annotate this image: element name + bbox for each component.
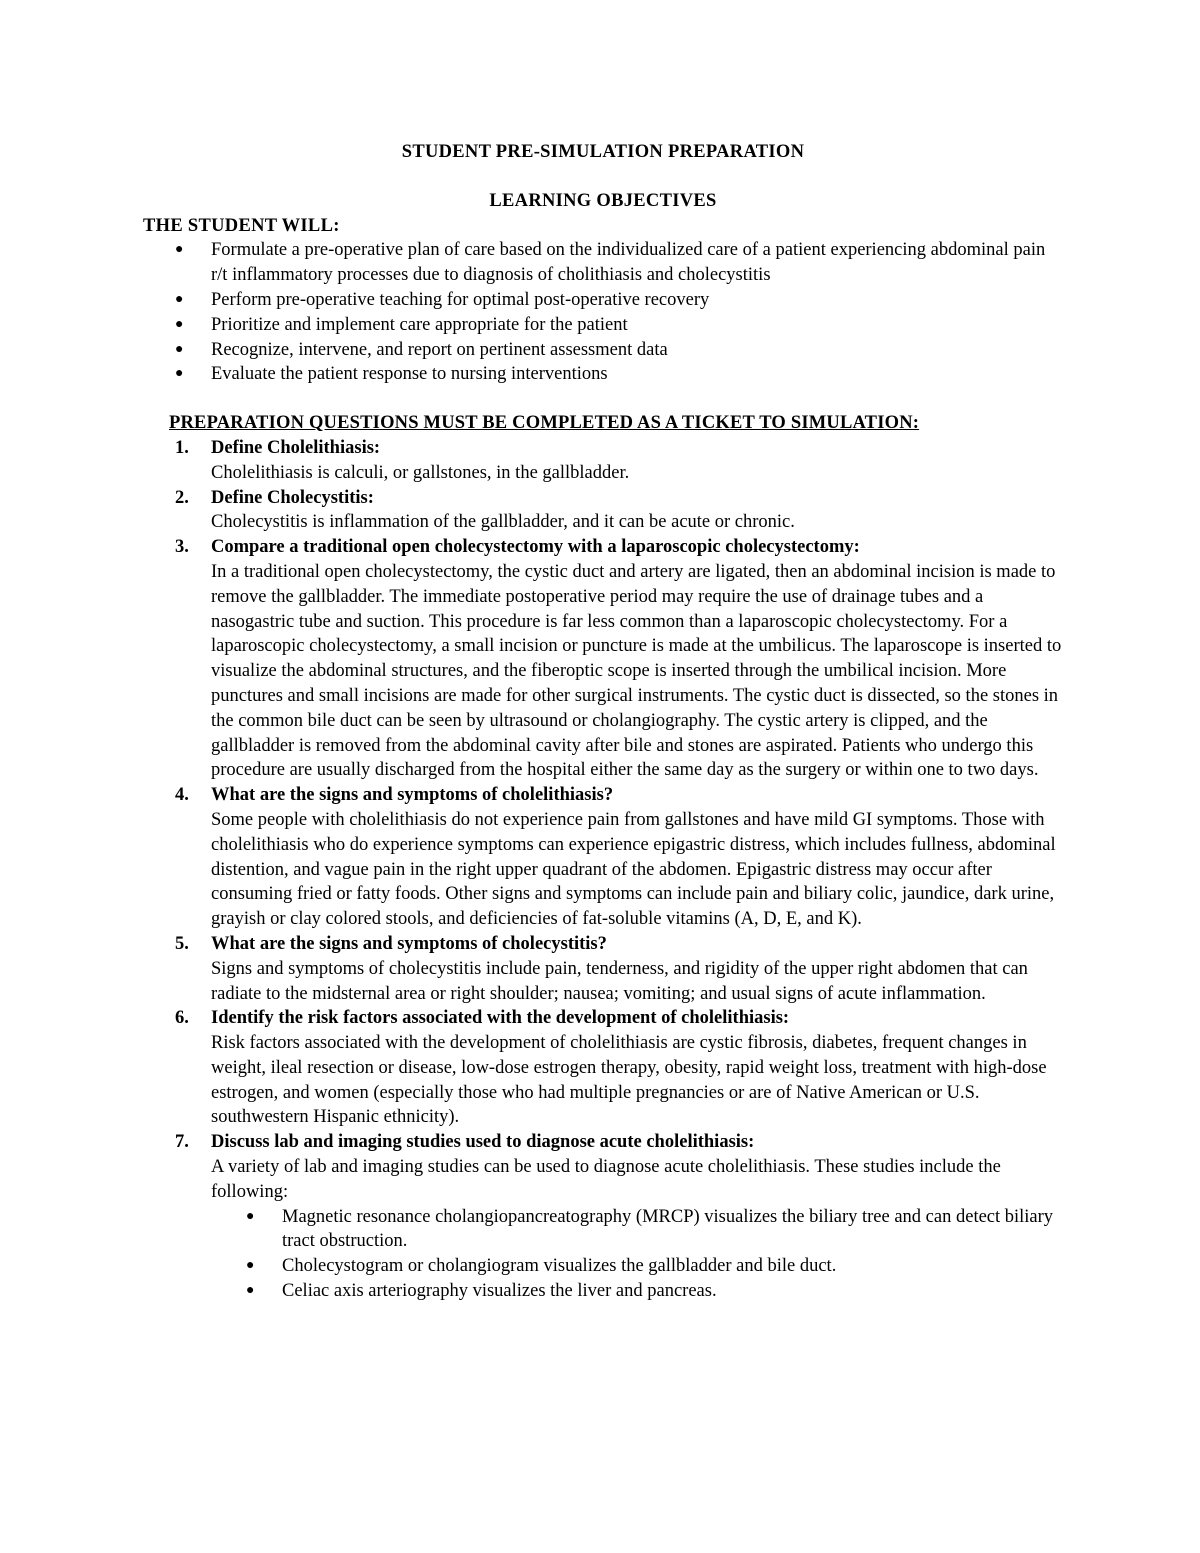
question-text: Identify the risk factors associated with the development of cholelithiasis: [211,1008,790,1029]
objective-item [175,238,1063,288]
student-will-heading: THE STUDENT WILL: [143,215,340,236]
objective-text: Perform pre-operative teaching for optimal post-operative recovery [211,289,710,310]
objectives-list [143,238,1063,387]
objective-item [175,362,1063,387]
question-item [175,1130,1063,1304]
answer-text: A variety of lab and imaging studies can be used to diagnose acute cholelithiasis. These studies include the following: [211,1157,1001,1202]
objective-text: Formulate a pre-operative plan of care based on the individualized care of a patient experiencing abdominal pain r/t inflammatory processes due to diagnosis of cholithiasis and cholecystitis [211,240,1046,286]
question-number: 6. [175,1008,189,1029]
question-text: Compare a traditional open cholecystectomy with a laparoscopic cholecystectomy: [211,537,860,558]
diagnostic-study-text: Magnetic resonance cholangiopancreatography (MRCP) visualizes the biliary tree and can detect biliary tract obstruction. [282,1206,1054,1252]
question-item [175,932,1063,1006]
bullet-icon: ● [246,1283,255,1299]
diagnostic-study-item [246,1205,1063,1255]
question-item [175,783,1063,932]
objective-text: Recognize, intervene, and report on pertinent assessment data [211,339,668,360]
answer-text: Some people with cholelithiasis do not experience pain from gallstones and have mild GI symptoms. Those with cholelithiasis who do experience symptoms can experience epigastric distress, which includes fullness, abdominal distention, and vague pain in the right upper quadrant of the abdomen. Epigastric distress may occur after consuming fried or fatty foods. Other signs and symptoms can include pain and biliary colic, jaundice, dark urine, grayish or clay colored stools, and deficiencies of fat-soluble vitamins (A, D, E, and K). [211,809,1056,930]
diagnostic-study-item [246,1254,1063,1279]
question-text: Define Cholecystitis: [211,487,374,508]
document-page [143,140,1063,1304]
bullet-icon: ● [175,242,184,258]
question-text: What are the signs and symptoms of cholelithiasis? [211,785,614,806]
question-number: 1. [175,437,189,458]
answer-text: Cholelithiasis is calculi, or gallstones, in the gallbladder. [211,462,630,483]
objective-item [175,338,1063,363]
bullet-icon: ● [175,341,184,357]
question-item [175,1006,1063,1130]
bullet-icon: ● [246,1208,255,1224]
question-number: 2. [175,487,189,508]
learning-objectives-heading: LEARNING OBJECTIVES [489,190,717,211]
question-text: What are the signs and symptoms of cholecystitis? [211,933,607,954]
objective-item [175,313,1063,338]
answer-text: In a traditional open cholecystectomy, the cystic duct and artery are ligated, then an abdominal incision is made to remove the gallbladder. The immediate postoperative period may require the use of drainage tubes and a nasogastric tube and suction. This procedure is far less common than a laparoscopic cholecystectomy. For a laparoscopic cholecystectomy, a small incision or puncture is made at the umbilicus. The laparoscope is inserted to visualize the abdominal structures, and the fiberoptic scope is inserted through the umbilical incision. More punctures and small incisions are made for other surgical instruments. The cystic duct is dissected, so the stones in the common bile duct can be seen by ultrasound or cholangiography. The cystic artery is clipped, and the gallbladder is removed from the abdominal cavity after bile and stones are aspirated. Patients who undergo this procedure are usually discharged from the hospital either the same day as the surgery or within one to two days. [211,561,1062,781]
diagnostic-studies-list [211,1205,1063,1304]
question-item [175,486,1063,536]
question-number: 4. [175,785,189,806]
question-number: 5. [175,933,189,954]
questions-list [143,436,1063,1304]
objective-text: Prioritize and implement care appropriate for the patient [211,314,628,335]
diagnostic-study-text: Cholecystogram or cholangiogram visualizes the gallbladder and bile duct. [282,1256,837,1277]
question-item [175,436,1063,486]
question-text: Discuss lab and imaging studies used to diagnose acute cholelithiasis: [211,1132,755,1153]
diagnostic-study-item [246,1279,1063,1304]
objective-text: Evaluate the patient response to nursing interventions [211,364,608,385]
preparation-questions-heading: PREPARATION QUESTIONS MUST BE COMPLETED AS A TICKET TO SIMULATION: [169,413,920,434]
question-number: 7. [175,1132,189,1153]
bullet-icon: ● [175,291,184,307]
answer-text: Risk factors associated with the development of cholelithiasis are cystic fibrosis, diabetes, frequent changes in weight, ileal resection or disease, low-dose estrogen therapy, obesity, rapid weight loss, treatment with high-dose estrogen, and women (especially those who had multiple pregnancies or are of Native American or U.S. southwestern Hispanic ethnicity). [211,1033,1047,1128]
question-item [175,535,1063,783]
document-title: STUDENT PRE-SIMULATION PREPARATION [401,142,805,162]
question-number: 3. [175,537,189,558]
objective-item [175,288,1063,313]
bullet-icon: ● [246,1258,255,1274]
answer-text: Signs and symptoms of cholecystitis include pain, tenderness, and rigidity of the upper right abdomen that can radiate to the midsternal area or right shoulder; nausea; vomiting; and usual signs of acute inflammation. [211,958,1028,1004]
diagnostic-study-text: Celiac axis arteriography visualizes the liver and pancreas. [282,1281,717,1302]
bullet-icon: ● [175,316,184,332]
bullet-icon: ● [175,366,184,382]
answer-text: Cholecystitis is inflammation of the gallbladder, and it can be acute or chronic. [211,512,795,533]
question-text: Define Cholelithiasis: [211,437,381,458]
